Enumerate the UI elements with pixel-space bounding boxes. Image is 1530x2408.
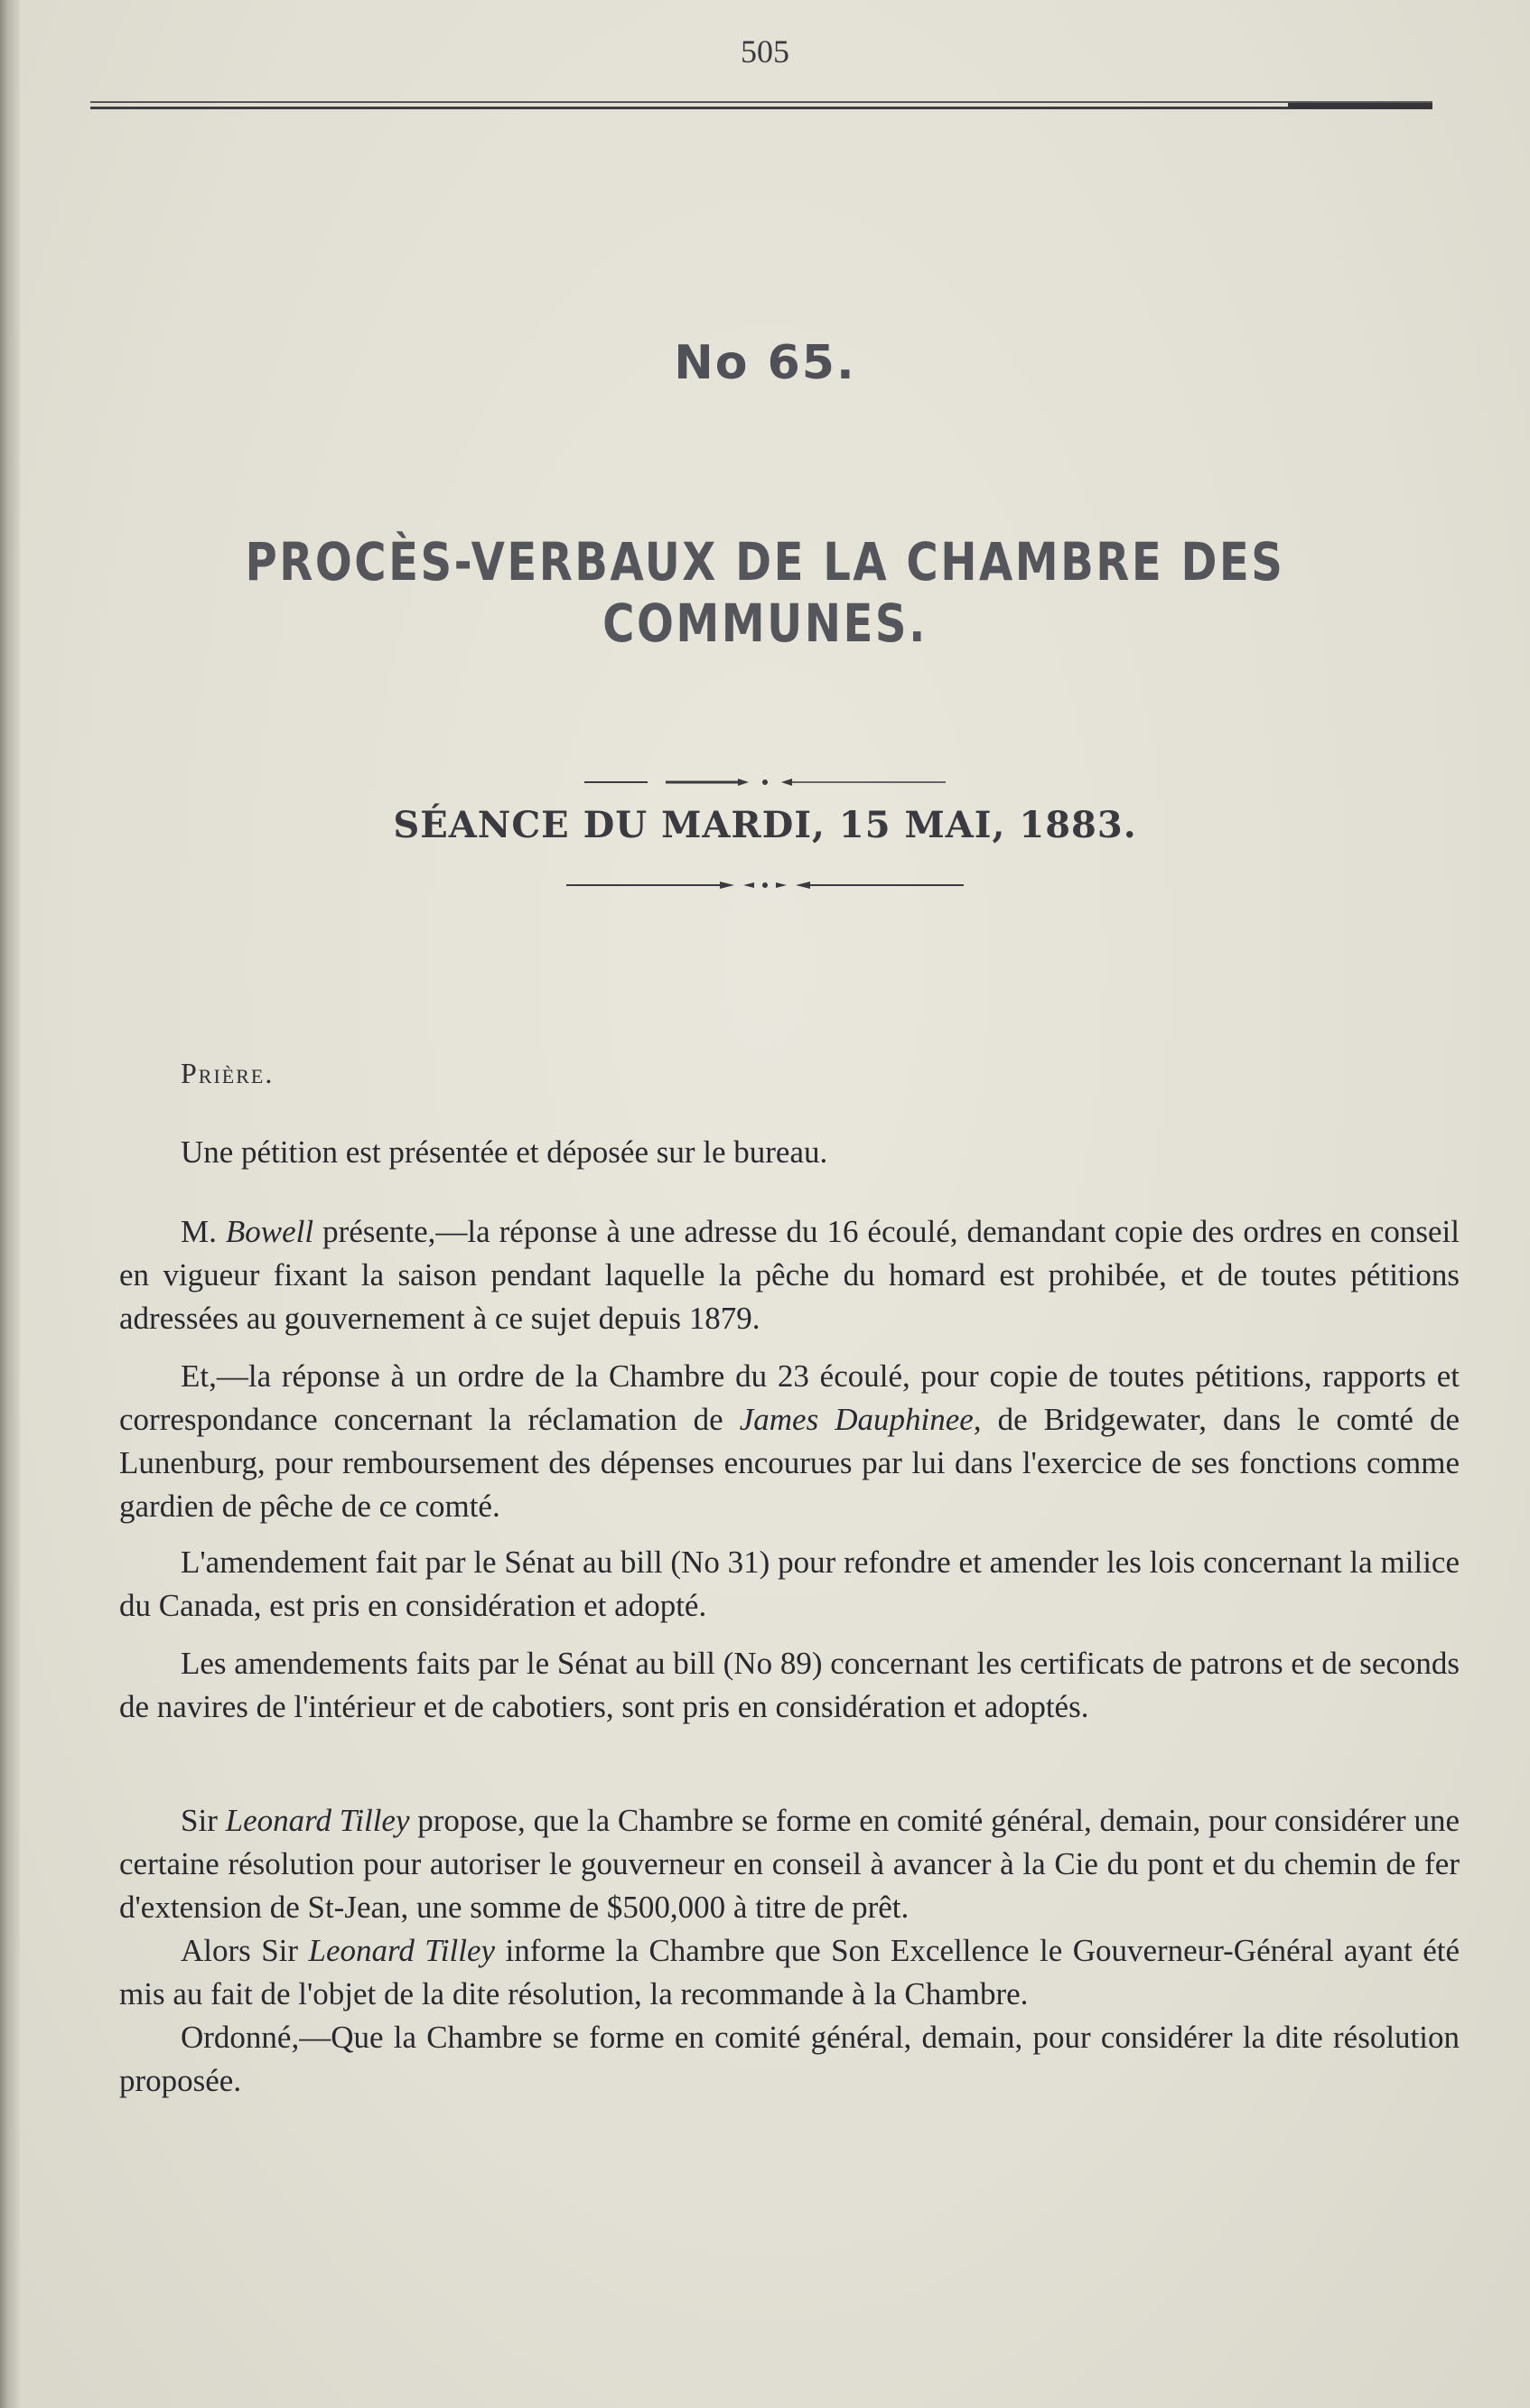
bowell-name: Bowell — [225, 1214, 314, 1249]
paragraph-dauphinee — [119, 1355, 1460, 1528]
ornament-rule-top — [0, 777, 1530, 788]
page-title: PROCÈS-VERBAUX DE LA CHAMBRE DES COMMUNES. — [245, 531, 1285, 654]
paragraph-tilley-recommendation — [119, 1929, 1460, 2016]
dauphinee-text-a: Et,—la réponse à un ordre de la Chambre du 23 écoulé, pour copie de toutes pétitions, rapports et correspondance concernant la réclamation de — [119, 1358, 1460, 1437]
paragraph-milice — [119, 1541, 1460, 1628]
paragraph-tilley-motion — [119, 1799, 1460, 1929]
bowell-text: présente,—la réponse à une adresse du 16 écoulé, demandant copie des ordres en conseil en vigueur fixant la saison pendant laquelle la pêche du homard est prohibée, et de toutes pétitions adressées au gouvernement à ce sujet depuis 1879. — [119, 1214, 1460, 1336]
paragraph-group-tilley — [119, 1799, 1460, 2103]
dauphinee-name: James Dauphinee, — [739, 1402, 982, 1437]
petition-text: Une pétition est présentée et déposée sur le bureau. — [181, 1134, 828, 1170]
session-title: SÉANCE DU MARDI, 15 MAI, 1883. — [393, 804, 1137, 846]
tilley2-text: informe la Chambre que Son Excellence le Gouverneur-Général ayant été mis au fait de l'objet de la dite résolution, la recommande à la Chambre. — [119, 1933, 1460, 2011]
dauphinee-text-b: de Bridgewater, dans le comté de Lunenburg, pour remboursement des dépenses encourues par lui dans l'exercice de ses fonctions comme gardien de pêche de ce comté. — [119, 1402, 1460, 1524]
paragraph-ordonne: Ordonné,—Que la Chambre se forme en comité général, demain, pour considérer la dite résolution proposée. — [119, 2020, 1460, 2098]
prayer-heading: Prière. — [181, 1057, 275, 1089]
certificats-text: Les amendements faits par le Sénat au bill (No 89) concernant les certificats de patrons et de seconds de navires de l'intérieur et de cabotiers, sont pris en considération et adoptés. — [119, 1646, 1460, 1724]
ornament-rule-bottom — [0, 880, 1530, 891]
bowell-prefix: M. — [181, 1214, 217, 1249]
header-rule — [90, 101, 1432, 110]
tilley1-name: Leonard Tilley — [225, 1803, 410, 1838]
page-number: 505 — [741, 33, 789, 70]
tilley2-name: Leonard Tilley — [308, 1933, 496, 1968]
tilley1-prefix: Sir — [181, 1803, 218, 1838]
paragraph-bowell — [119, 1210, 1460, 1340]
paragraph-certificats — [119, 1642, 1460, 1729]
milice-text: L'amendement fait par le Sénat au bill (No 31) pour refondre et amender les lois concernant la milice du Canada, est pris en considération et adopté. — [119, 1545, 1460, 1623]
document-number: No 65. — [674, 336, 856, 390]
paragraph-petition — [119, 1131, 1460, 1174]
tilley1-text: propose, que la Chambre se forme en comité général, demain, pour considérer une certaine résolution pour autoriser le gouverneur en conseil à avancer à la Cie du pont et du chemin de fer d'extension de St-Jean, une somme de $500,000 à titre de prêt. — [119, 1803, 1460, 1925]
tilley2-prefix: Alors Sir — [181, 1933, 299, 1968]
